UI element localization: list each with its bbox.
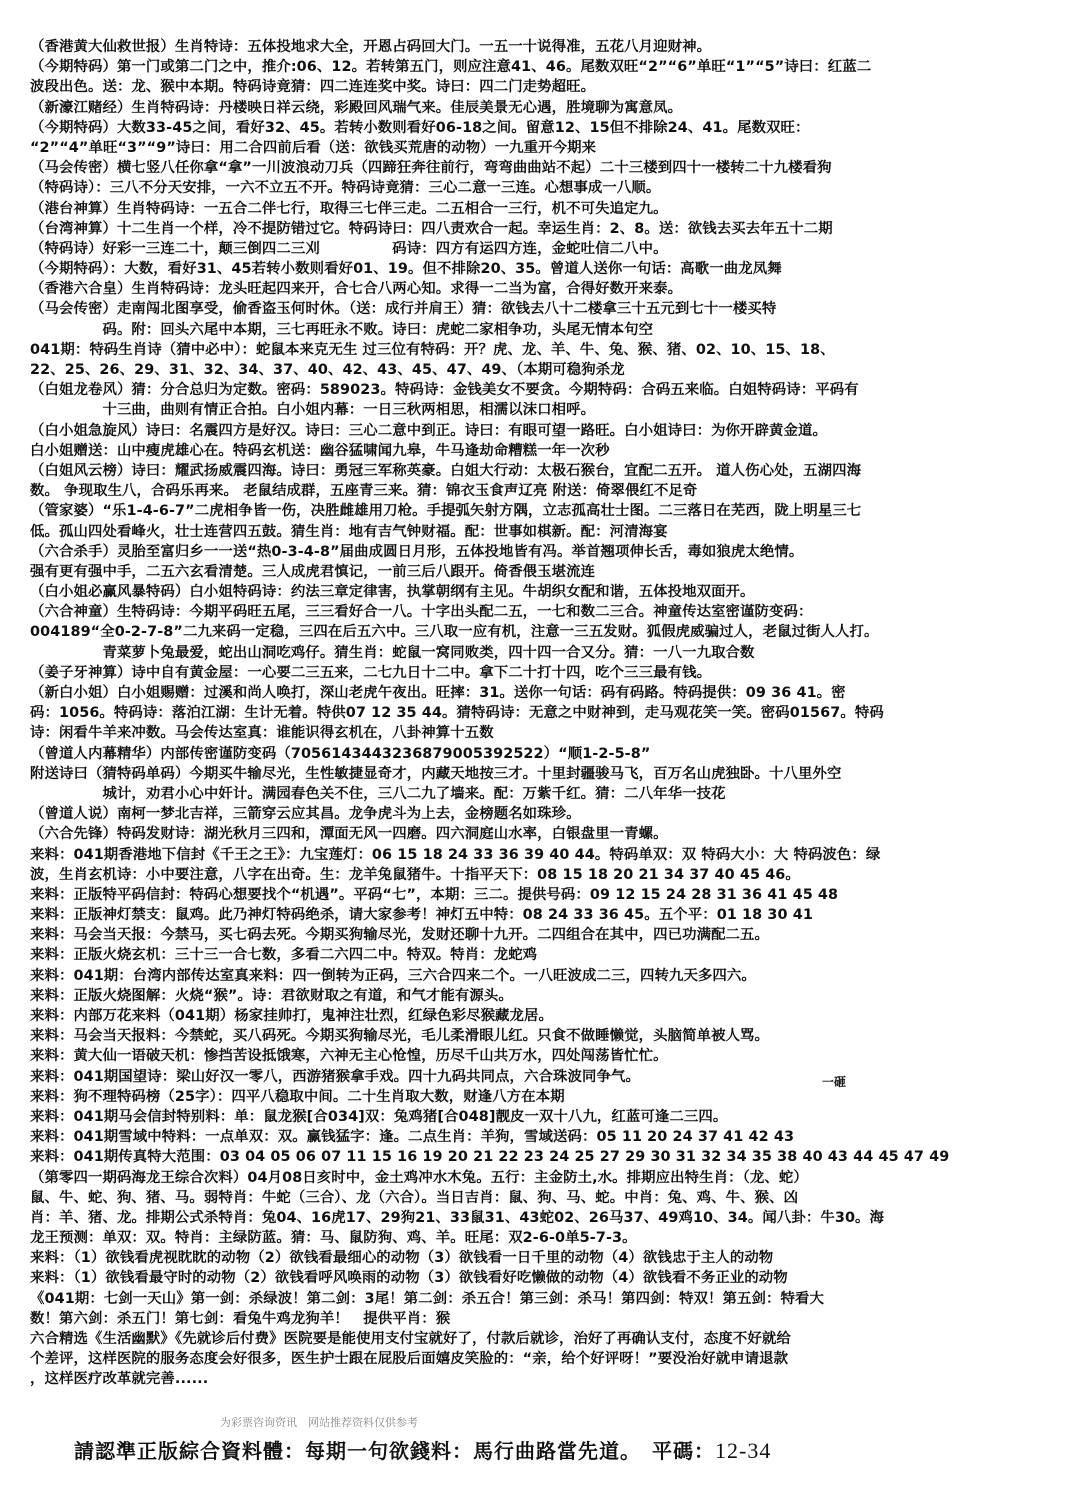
text-line: （马会传密）横七竖八任你拿“拿”一川波浪动刀兵（四蹄狂奔往前行，弯弯曲曲站不起）二十三楼到四十一楼转二十九楼看狗 bbox=[30, 160, 832, 177]
text-line: 来料：狗不理特码榜（25字）：四平八稳取中间。二十生肖取大数，财逢八方在本期 bbox=[30, 1088, 565, 1105]
text-line: 波段出色。送：龙、猴中本期。特码诗竟猜：四二连连奖中奖。诗曰：四二门走势超旺。 bbox=[30, 79, 596, 96]
text-line: （新白小姐）白小姐赐赠：过溪和尚人唤打，深山老虎午夜出。旺摔：31。送你一句话：码有码路。特码提供：09 36 41。密 bbox=[30, 685, 846, 701]
text-line: （港台神算）生肖特码诗：一五合二伴七行，取得三七伴三走。二五相合一三行，机不可失追定九。 bbox=[30, 200, 668, 217]
text-line: “2”“4”单旺“3”“9”诗曰：用二合四前后看（送：欲钱买荒唐的动物）一九重开今期来 bbox=[30, 139, 597, 156]
text-line: 个差评，这样医院的服务态度会好很多，医生护士跟在屁股后面嬉皮笑脸的：“亲，给个好评呀！”要没治好就申请退款 bbox=[30, 1351, 789, 1368]
text-line: 来料：黄大仙一语破天机：惨挡苦设抵饿寒，六神无主心怆惶，历尽千山共万水，四处闯荡皆忙忙。 bbox=[30, 1048, 668, 1065]
text-line: 来料：041期国望诗：梁山好汉一零八，西游猪猴拿手戏。四十九码共同点，六合珠波同争气。 bbox=[30, 1068, 640, 1085]
text-line: （白小姐急旋风）诗曰：名震四方是好汉。诗曰：三心二意中到正。诗曰：有眼可望一路旺。白小姐诗曰：为你开辟黄金道。 bbox=[30, 422, 827, 439]
text-line: 来料：041期：台湾内部传达室真来料：四一倒转为正码，三六合四来二个。一八旺波成二三，四转九天多四六。 bbox=[30, 967, 756, 984]
text-line: 强有更有强中手，二五六玄看清楚。三人成虎君慎记，一前三后八跟开。倚香偎玉堪流连 bbox=[30, 563, 596, 580]
text-line: 肖：羊、猪、龙。排期公式杀特肖：兔04、16虎17、29狗21、33鼠31、43蛇02、26马37、49鸡10、34。闻八卦：牛30。海 bbox=[30, 1209, 885, 1226]
text-line: 来料：正版火烧玄机：三十三一合七数，多看二六四二中。特双。特肖：龙蛇鸡 bbox=[30, 947, 538, 964]
text-line: 004189“全0-2-7-8”二九来码一定稳，三四在后五六中。三八取一应有机，注意一三五发财。狐假虎威骗过人，老鼠过街人人打。 bbox=[30, 624, 879, 641]
text-line: （姜子牙神算）诗中自有黄金屋：一心要二三五来，二七九日十二中。拿下二十打十四，吃个三三最有钱。 bbox=[30, 664, 712, 681]
text-line: （今期特码）第一门或第二门之中，推介:06、12。若转第五门，则应注意41、46。尾数双旺“2”“6”单旺“1”“5”诗曰：红蓝二 bbox=[30, 59, 872, 76]
text-line: （特码诗）好彩一三连二十，颠三倒四二三刈 码诗：四方有运四方连，金蛇吐信二八中。 bbox=[30, 240, 668, 257]
text-line: 数。 争现取生八，合码乐再来。 老鼠结成群，五座青三来。猜：锦衣玉食声辽亮 附送：倚翠偎红不足奇 bbox=[30, 483, 698, 500]
text-line: 《041期：七剑一天山》第一剑：杀绿波！第二剑：3尾！第二剑：杀五合！第三剑：杀马！第四剑：特双！第五剑：特看大 bbox=[30, 1290, 824, 1307]
flat-code: 12-34 bbox=[715, 1438, 772, 1463]
footer-text: 請認準正版綜合資料體：每期一句欲錢料：馬行曲路當先道。 平碼： bbox=[74, 1439, 715, 1463]
text-line: 龙王预测：单双：双。特肖：主绿防蓝。猜：马、鼠防狗、鸡、羊。旺尾：双2-6-0单5-7-3。 bbox=[30, 1230, 637, 1247]
text-line: （白小姐必赢风暴特码）白小姐特码诗：约法三章定律害，执掌朝纲有主见。牛胡织女配和谐，五体投地双面开。 bbox=[30, 584, 755, 601]
text-line: 22、25、26、29、31、32、34、37、40、42、43、45、47、49、（本期可稳狗杀龙 bbox=[30, 362, 625, 378]
text-line: 041期：特码生肖诗（猜中必中）：蛇鼠本来克无生 过三位有特码：开？虎、龙、羊、牛、兔、猴、猪、02、10、15、18、 bbox=[30, 341, 835, 358]
text-line: （曾道人内幕精华）内部传密谨防变码（705614344323687900539252​2）“顺1-2-5-8” bbox=[30, 745, 651, 762]
text-line: 来料：041期香港地下信封《千王之王》：九宝莲灯：06 15 18 24 33 36 39 40 44。特码单双：双 特码大小：大 特码波色：绿 bbox=[30, 846, 881, 863]
footer-banner bbox=[74, 1436, 1034, 1466]
text-line: 青菜萝卜兔最爱，蛇出山洞吃鸡仔。猜生肖：蛇鼠一窝同败类，四十四一合又分。猜：一八一九取合数 bbox=[30, 644, 755, 661]
text-line: （第零四一期码海龙王综合次料）04月08日亥时中，金土鸡冲水木兔。五行：主金防土,水。排期应出特生肖：（龙、蛇） bbox=[30, 1169, 808, 1186]
text-line: （特码诗）：三八不分天安排，一六不立五不开。特码诗竟猜：三心二意一三连。心想事成一八顺。 bbox=[30, 180, 661, 197]
text-line: （今期特码）：大数，看好31、45若转小数则看好01、19。但不排除20、35。曾道人送你一句话：高歌一曲龙凤舞 bbox=[30, 261, 782, 278]
text-line: 来料：（1）欲钱看虎视眈眈的动物（2）欲钱看最细心的动物（3）欲钱看一日千里的动物（4）欲钱忠于主人的动物 bbox=[30, 1250, 774, 1267]
text-line: 波，生肖玄机诗：小中要注意，八字在出奇。生：龙羊兔鼠猪牛。十指平天下：08 15 18 20 21 34 37 40 45 46。 bbox=[30, 866, 800, 883]
text-line: 数！第六剑：杀五门！第七剑：看兔牛鸡龙狗羊！ 提供平肖：猴 bbox=[30, 1310, 451, 1327]
text-line: （马会传密）走南闯北图享受，偷香盗玉何时休。（送：成行并肩王）猜：欲钱去八十二楼拿三十五元到七十一楼买特 bbox=[30, 301, 777, 318]
text-line: （香港六合皇）生肖特码诗：龙头旺起四来开，合七合八两心知。求得一二当为富，合得好数开来泰。 bbox=[30, 281, 683, 298]
text-line: 来料：（1）欲钱看最守时的动物（2）欲钱看呼风唤雨的动物（3）欲钱看好吃懒做的动物（4）欲钱看不务正业的动物 bbox=[30, 1270, 788, 1287]
text-line: 来料：正版特平码信封：特码心想要找个“机遇”。平码“七”，本期：三二。提供号码：09 12 15 24 28 31 36 41 45 48 bbox=[30, 886, 839, 903]
text-line: （香港黄大仙救世报）生肖特诗：五体投地求大全，开恩占码回大门。一五一十说得准，五花八月迎财神。 bbox=[30, 39, 712, 55]
text-line: （今期特码）大数33-45之间，看好32、45。若转小数则看好06-18之间。留意12、15但不排除24、41。尾数双旺： bbox=[30, 119, 810, 136]
text-line: 来料：正版神灯禁支：鼠鸡。此乃神灯特码绝杀，请大家参考！神灯五中特：08 24 33 36 45。五个平：01 18 30 41 bbox=[30, 907, 813, 924]
text-line: 低。孤山四处看峰火，壮士连营四五鼓。猜生肖：地有吉气钟财福。配：世事如棋新。配：河清海宴 bbox=[30, 523, 668, 540]
text-line: （六合先锋）特码发财诗：湖光秋月三四和，潭面无风一四磨。四六洞庭山水率，白银盘里一青螺。 bbox=[30, 826, 668, 843]
text-line: （白姐龙卷风）猜：分合总归为定数。密码：589023。特码诗：金钱美女不要贪。今期特码：合码五来临。白姐特码诗：平码有 bbox=[30, 382, 859, 399]
text-line: 来料：041期马会信封特别料：单：鼠龙猴[合034]双：兔鸡猪[合048]靓皮一双十八九，红蓝可逢二三四。 bbox=[30, 1108, 728, 1125]
text-line: （六合神童）生特码诗：今期平码旺五尾，三三看好合一八。十字出头配二五，一七和数二三合。神童传达室密谨防变码： bbox=[30, 604, 813, 621]
text-line: 来料：内部万花来料（041期）杨家挂帅打，鬼神注壮烈，红绿色彩尽猴藏龙居。 bbox=[30, 1008, 554, 1024]
text-line: 鼠、牛、蛇、狗、猪、马。弱特肖：牛蛇（三合）、龙（六合）。当日吉肖：鼠、狗、马、蛇。中肖：兔、鸡、牛、猴、凶 bbox=[30, 1189, 799, 1206]
text-line: 来料：正版火烧图解：火烧“猴”。诗：君欲财取之有道，和气才能有源头。 bbox=[30, 987, 513, 1004]
text-line: （新濠江赌经）生肖特码诗：丹楼映日祥云绕，彩殿回风瑞气来。佳辰美景无心遇，胜境聊为寓意凤。 bbox=[30, 99, 683, 116]
text-line: （曾道人说）南柯一梦北吉祥，三箭穿云应其昌。龙争虎斗为上去，金榜题名如珠珍。 bbox=[30, 806, 581, 823]
text-line: （白姐风云榜）诗曰：耀武扬威震四海。诗曰：勇冠三军称英豪。白姐大行动：太极石猴台，宜配二五开。 道人伤心处，五湖四海 bbox=[30, 462, 862, 479]
faded-stamp: 为彩票咨询资讯 网站推荐资料仅供参考 bbox=[220, 1416, 418, 1429]
document-body bbox=[30, 37, 1040, 1390]
text-line: （六合杀手）灵胎至富归乡一一送“热0-3-4-8”届曲成圆日月形，五体投地皆有冯。举首翘项伸长舌，毒如狼虎太绝情。 bbox=[30, 543, 804, 560]
text-line: 白小姐赠送：山中瘦虎雄心在。特码玄机送：幽谷猛啸闻九皋，牛马逢劫命糟糕一年一次秒 bbox=[30, 442, 610, 459]
text-line: 来料：马会当天报料：今禁蛇，买八码死。今期买狗输尽光，毛儿柔滑眼儿红。只食不做睡懒觉，头脑简单被人骂。 bbox=[30, 1028, 770, 1045]
text-line: ，这样医疗改革就完善...... bbox=[30, 1371, 209, 1388]
text-line: 城计，劝君小心中奸计。满园春色关不住，三八二九了墙来。配：万紫千红。猜：二八年华一技花 bbox=[30, 785, 726, 802]
text-line: （管家婆）“乐1-4-6-7”二虎相争皆一伤，决胜雌雄用刀枪。手提弧矢射方隅，立志孤高壮士图。二三落日在芜西，陇上明星三七 bbox=[30, 503, 862, 520]
text-line: 附送诗曰（猜特码单码）今期买牛输尽光，生性敏捷显奇才，内藏天地按三才。十里封疆骏马飞，百万名山虎独卧。十八里外空 bbox=[30, 765, 842, 782]
text-line: 码。附：回头六尾中本期，三七再旺永不败。诗曰：虎蛇二家相争功，头尾无情本句空 bbox=[30, 321, 654, 338]
side-mark: 一砸 bbox=[822, 1075, 847, 1089]
text-line: 来料：马会当天报：今禁马，买七码去死。今期买狗输尽光，发财还聊十九开。二四组合在其中，四已功满配二五。 bbox=[30, 927, 770, 944]
text-line: 来料：041期雪域中特料：一点单双：双。赢钱猛字：逢。二点生肖：羊狗，雪域送码：05 11 20 24 37 41 42 43 bbox=[30, 1129, 795, 1146]
text-line: 来料：041期传真特大范围：03 04 05 06 07 11 15 16 19 20 21 22 23 24 25 27 29 30 31 32 34 35 38 40 43 44 45 47 49 bbox=[30, 1149, 950, 1166]
text-line: （台湾神算）十二生肖一个样，冷不提防错过它。特码诗曰：四八责欢合一起。幸运生肖：2、8。送：欲钱去买去年五十二期 bbox=[30, 220, 833, 237]
text-line: 六合精选《生活幽默》《先就诊后付费》医院要是能使用支付宝就好了，付款后就诊，治好了再确认支付，态度不好就给 bbox=[30, 1331, 791, 1347]
text-line: 诗：闲看牛羊来冲数。马会传达室真：谁能识得玄机在，八卦神算十五数 bbox=[30, 725, 494, 742]
text-line: 十三曲，曲则有情正合拍。白小姐内幕：一日三秋两相思，相濡以沫口相呼。 bbox=[30, 402, 596, 419]
text-line: 码：1056。特码诗：落泊江湖：生计无着。特供07 12 35 44。猜特码诗：无意之中财神到，走马观花笑一笑。密码01567。特码 bbox=[30, 705, 884, 722]
